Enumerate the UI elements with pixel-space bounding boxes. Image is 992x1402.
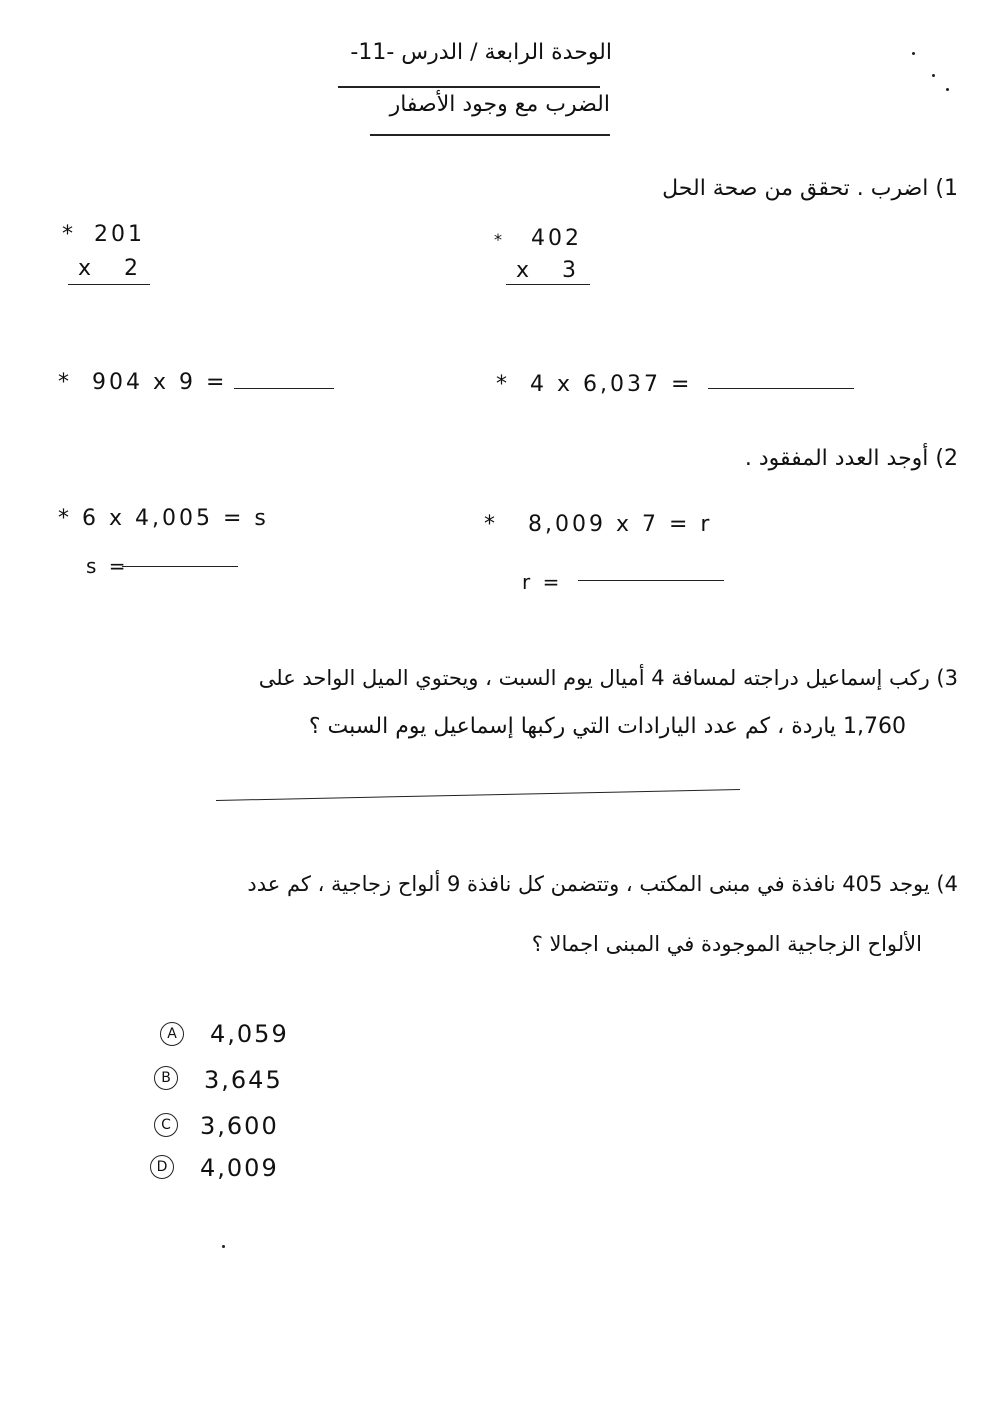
multiplicand: 201 [94,222,145,247]
q2-equation-b: * 8,009 x 7 = r [484,512,713,537]
multiplier-row: x 2 [78,256,141,281]
vertical-a-underline [68,284,150,285]
page-title-unit: الوحدة الرابعة / الدرس -11- [350,40,612,65]
q3-line1: 3) ركب إسماعيل دراجته لمسافة 4 أميال يوم السبت ، ويحتوي الميل الواحد على [258,666,958,690]
stray-mark [932,74,935,77]
title-underline [338,86,600,88]
multiplier-row: x 3 [516,258,579,283]
page-title-lesson: الضرب مع وجود الأصفار [389,92,610,117]
answer-blank[interactable] [234,388,334,389]
q1-vertical-b [494,226,582,251]
q2-answer-b-label: r = [522,570,563,594]
answer-blank[interactable] [216,789,740,801]
q1-row-b: * 4 x 6,037 = [496,372,693,397]
q3-line2-text: ياردة ، كم عدد اليارادات التي ركبها إسماعيل يوم السبت ؟ [308,714,837,739]
stray-mark [946,88,949,91]
stray-mark [222,1245,225,1248]
option-letter-circle: D [150,1155,174,1179]
q1-instruction: 1) اضرب . تحقق من صحة الحل [662,176,958,201]
answer-blank[interactable] [708,388,854,389]
multiplicand: 402 [531,226,582,251]
bullet: * [494,230,502,249]
q2-equation-a: * 6 x 4,005 = s [58,506,269,531]
q4-line2: الألواح الزجاجية الموجودة في المبنى اجمالا ؟ [531,932,922,956]
option-letter-circle: B [154,1066,178,1090]
stray-mark [912,52,915,55]
vertical-b-underline [506,284,590,285]
title-underline [370,134,610,136]
bullet: * [62,222,73,247]
answer-blank[interactable] [578,580,724,581]
q2-instruction: 2) أوجد العدد المفقود . [744,446,958,471]
q3-yards-number: 1,760 [843,714,906,739]
q1-row-a: * 904 x 9 = [58,370,228,395]
q3-line2 [309,714,906,739]
option-letter-circle: A [160,1022,184,1046]
option-value: 3,645 [204,1066,283,1094]
q2-answer-a-label: s = [86,554,129,578]
option-value: 3,600 [200,1112,279,1140]
answer-blank[interactable] [122,566,238,567]
option-value: 4,009 [200,1154,279,1182]
q1-vertical-a [62,222,145,247]
option-letter-circle: C [154,1113,178,1137]
q4-line1: 4) يوجد 405 نافذة في مبنى المكتب ، وتتضمن كل نافذة 9 ألواح زجاجية ، كم عدد [247,872,958,896]
option-value: 4,059 [210,1020,289,1048]
